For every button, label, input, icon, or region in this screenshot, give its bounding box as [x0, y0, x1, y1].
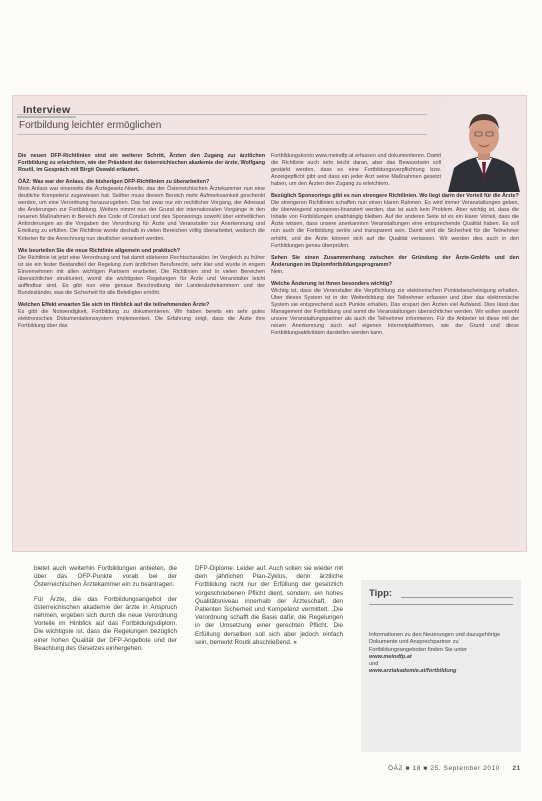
- answer-3-continued: Fortbildungskonto www.meindfp.at erfassen und dokumentieren. Damit die Richtlinie auch sehr leicht daran, aber das Bewusstsein soll gestärkt werden, dass es eine Fortbildungsverpflichtung bzw. Anzeigepflicht gibt und dass ein jeder Arzt seine Maßnahmen gesetzt haben, um den Ärzten den Zugang zu erleichtern.: [271, 153, 441, 188]
- tip-title-rule: [401, 597, 513, 598]
- question-2: Wie beurteilen Sie die neue Richtlinie allgemein und praktisch?: [18, 247, 181, 254]
- interview-qa-2: [18, 248, 265, 297]
- interview-qa-5: [271, 255, 519, 276]
- interview-intro: Die neuen DFP-Richtlinien sind ein weiterer Schritt, Ärzten den Zugang zur ärztlichen Fortbildung zu erleichtern, wie der Präsident der österreichischen akademie der ärzte, Wolfgang Routil, im Gespräch mit Birgit Oswald erläutert.: [18, 153, 265, 174]
- article-paragraph: bietet auch weiterhin Fortbildungen anbieten, die über das DFP-Punkte vorab bei der Österreichischen Ärztekammer ein zu beantragen.: [34, 565, 177, 589]
- interview-qa-3: [18, 302, 265, 330]
- article-end-mark: «: [293, 638, 297, 646]
- answer-6: Wichtig ist, dass die Veranstalter die Verpflichtung zur elektronischen Punktebescheinigung erhalten. Über dieses System ist in der Weiterbildung der Teilnehmer erfassen und über das elektronische System sie entsprechend auch Punkte erhalten. Das erspart den Ärzten viel Aufwand. Dies lässt das Management der Fortbildung und somit die Veranstaltungen übersichtlicher werden. Wir wollen sowohl unsere Veranstaltungspartner als auch die Teilnehmer informieren. Für die Anbieter ist diese mit der neuen Anerkennung auch auf eigenen Internetplattformen, wie der Grund und diese Fortbildungsaktivitäten darstellen werden kann.: [271, 287, 519, 337]
- issue-info: ÖÄZ ■ 18 ■ 25. September 2010: [388, 765, 500, 772]
- article-paragraph: [195, 565, 343, 647]
- interview-qa-1: [18, 179, 265, 242]
- answer-3: Es gibt die Notwendigkeit, Fortbildung zu dokumentieren. Wir haben bereits ein sehr gutes elektronisches Dokumentationssystem implementiert. Die Erfahrung zeigt, dass die Ärzte ihre Fortbildung über das: [18, 308, 265, 330]
- article-column-2: [195, 565, 343, 653]
- tip-box: [361, 580, 521, 752]
- interview-header: [17, 100, 76, 118]
- tip-link-akademie[interactable]: www.arztakademie.at/fortbildung: [369, 668, 457, 675]
- question-1: ÖÄZ: Was war der Anlass, die bisherigen DFP-Richtlinien zu überarbeiten?: [18, 179, 210, 186]
- interview-label: Interview: [17, 103, 76, 118]
- question-6: Welche Änderung ist Ihnen besonders wichtig?: [271, 280, 393, 287]
- tip-description: Informationen zu den Neuerungen und dazugehörige Dokumente und Ansprechpartner zu Fortbildungsangeboten finden Sie unter: [369, 632, 501, 653]
- article-paragraph-text: DFP-Diplome: Leider auf. Auch sollen sie wieder mit dem jährlichen Plan-Zyklus, denn ärztliche Fortbildung nicht nur der Erfüllung der gesetzlich vorgeschriebenen Pflicht dient, sondern, ein hohes Qualitätsniveau innerhalb der Ärzteschaft, den Patienten Sicherheit und Kompetenz vermittelt. „Die Verordnung schafft die Basis dafür, die Regelungen in der Umsetzung einer gerechten Pflicht. Die Erfüllung derselben soll sich aber jedoch einfach sein, bemerkt Routil abschließend.: [195, 565, 343, 646]
- tip-divider: [369, 604, 513, 605]
- question-4: Bezüglich Sponsorings gibt es nun strengere Richtlinien. Wo liegt darin der Vorteil für die Ärzte?: [271, 193, 519, 200]
- interview-column-left: [18, 153, 265, 335]
- title-divider: [17, 134, 427, 135]
- tip-conjunction: und: [369, 661, 379, 668]
- article-column-1: [34, 565, 177, 659]
- interview-qa-4: [271, 193, 519, 249]
- question-5: Sehen Sie einen Zusammenhang zwischen der Gründung der Ärzte-GmbHs und den Änderungen im Diplomfortbildungsprogramm?: [271, 254, 519, 268]
- header-divider: [17, 114, 427, 115]
- interview-title: Fortbildung leichter ermöglichen: [19, 120, 162, 131]
- answer-2: Die Richtlinie ist jetzt eine Verordnung und hat damit stärkeren Rechtscharakter. Im Vergleich zu früher ist sie ein fester Bestandteil der Regelung zum ärztlichen Berufsrecht, sehr klar und wurde in engem Einvernehmen mit allen wichtigen Partnern erarbeitet. Die Richtlinien sind in vielen Bereichen übersichtlicher strukturiert, womit die wichtigsten Regelungen für Ärzte und Veranstalter leicht auffindbar sind. Es gibt nun eine genaue Beschreibung der Landesärztekammern und der Bundesländer, was die Sicherheit für alle Beteiligten erhöht.: [18, 254, 265, 296]
- page-footer: [388, 765, 521, 772]
- interview-box: [12, 95, 527, 552]
- tip-link-meindfp[interactable]: www.meindfp.at: [369, 653, 412, 660]
- answer-4: Die strengeren Richtlinien schaffen nun einen klaren Rahmen. Es wird immer Veranstaltungen geben, die überwiegend sponsoren-finanziert werden, das ist auch kein Problem. Aber wichtig ist, dass die Inhalte von Fortbildungen unabhängig bleiben. Auf der anderen Seite ist es ein klarer Vorteil, dass die Ärzte wissen, dass unsere anerkannten Veranstaltungen eine entsprechende Qualität haben. Es soll nun auch die Fortbildung seriös und transparent sein. Damit wird die Sicherheit für die Teilnehmer erhöht, und die Ärzte können sich auf die Qualität verlassen. Wir werden dies auch in den Fortbildungen genau überprüfen.: [271, 200, 519, 249]
- page-number: 21: [512, 765, 521, 772]
- tip-text: [369, 632, 515, 676]
- interview-qa-6: [271, 281, 519, 337]
- answer-1: Mein Anlass war einerseits die Ärztegesetz-Novelle, das der Österreichischen Ärztekammer nun eine deutliche Kompetenz zugewiesen hat. Seither muss diesem Bereich mehr Aufmerksamkeit geschenkt werden, um eine Verordnung herauszugeben. Das hat zwar nur ein rechtlicher Vorgang, der Adressat die Änderungen zur Fortbildung. Weiters nimmt nun der Grund der internationalen Vorgänge in den neueren Maßnahmen in Bereich des Code of Conduct und des Sponsorings sowohl über einheitlichen Anforderungen an die Vorgaben der Verordnung für Ärzte und Veranstalter zur Anerkennung und Erteilung zu erfüllen. Die Richtlinie wurde deshalb in vielen Bereichen völlig überarbeitet, wodurch die Kriterien für die Anrechnung nun deutlicher verankert werden.: [18, 186, 265, 242]
- article-paragraph: Für Ärzte, die das Fortbildungsangebot der österreichischen akademie der ärzte in Anspruch nehmen, ergeben sich durch die neue Verordnung Vorteile im Hinblick auf das Fortbildungsdiplom. Die wichtigste ist, dass die Regelungen bezüglich einer hohen Qualität der DFP-Angebote und der Beachtung des Gesetzes einhergehen.: [34, 595, 177, 652]
- question-3: Welchen Effekt erwarten Sie sich im Hinblick auf die teilnehmenden Ärzte?: [18, 301, 210, 308]
- answer-5: Nein.: [271, 268, 284, 275]
- tip-title: Tipp:: [369, 588, 393, 599]
- interview-column-right: [271, 153, 519, 342]
